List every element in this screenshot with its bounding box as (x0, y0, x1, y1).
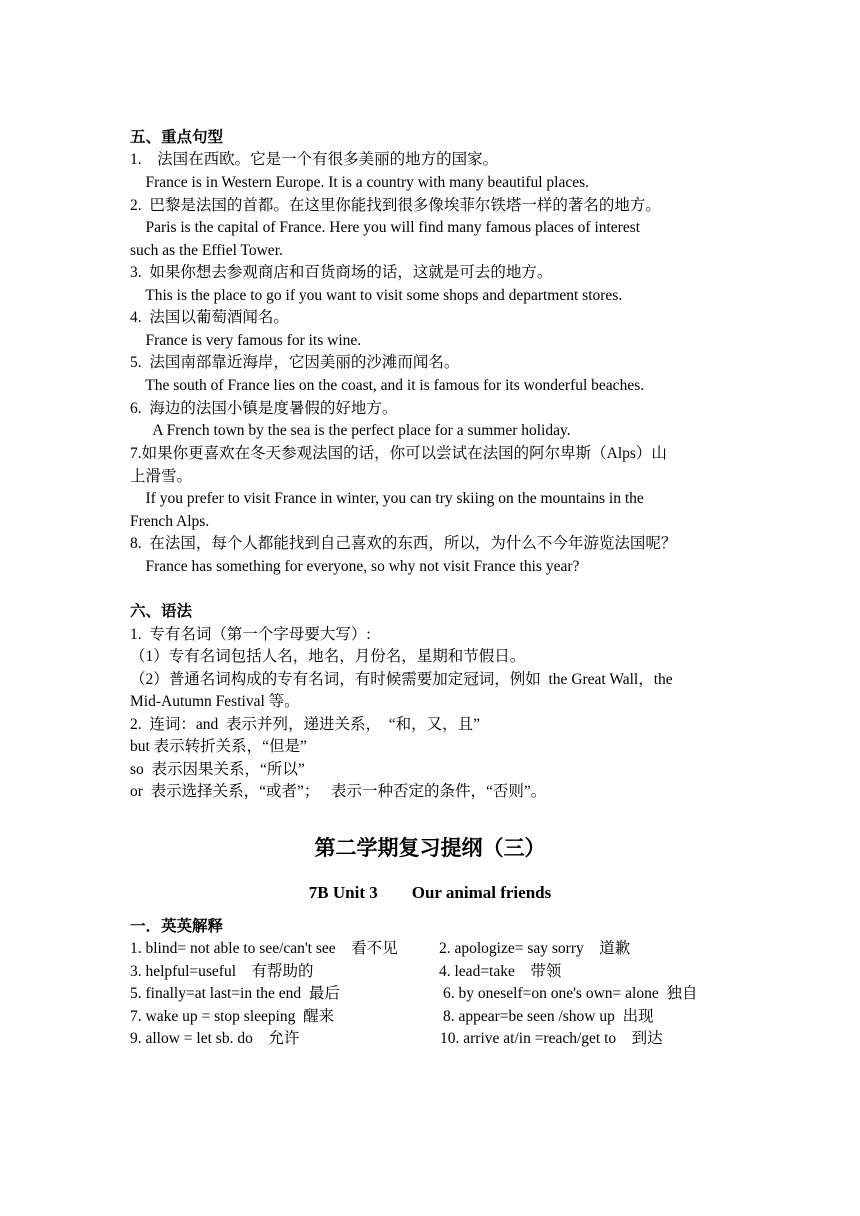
definition-right: 8. appear=be seen /show up 出现 (443, 1008, 654, 1025)
section5-line: This is the place to go if you want to visit some shops and department stores. (130, 287, 623, 304)
section5-line: 5. 法国南部靠近海岸，它因美丽的沙滩而闻名。 (130, 354, 460, 371)
section5-line: French Alps. (130, 513, 210, 530)
definition-right: 2. apologize= say sorry 道歉 (439, 940, 631, 957)
section6-line: （2）普通名词构成的专有名词，有时候需要加定冠词，例如 the Great Wall，the (130, 671, 673, 688)
definition-left: 5. finally=at last=in the end 最后 (130, 985, 340, 1002)
definition-right: 10. arrive at/in =reach/get to 到达 (440, 1030, 663, 1047)
definition-left: 1. blind= not able to see/can't see 看不见 (130, 940, 398, 957)
definition-left: 9. allow = let sb. do 允许 (130, 1030, 300, 1047)
section5-line: A French town by the sea is the perfect place for a summer holiday. (130, 422, 571, 439)
section5-line: 2. 巴黎是法国的首都。在这里你能找到很多像埃菲尔铁塔一样的著名的地方。 (130, 197, 661, 214)
section6-line: or 表示选择关系，“或者”； 表示一种否定的条件，“否则”。 (130, 783, 547, 800)
section5-line: 1. 法国在西欧。它是一个有很多美丽的地方的国家。 (130, 151, 499, 168)
section1-heading: 一．英英解释 (130, 918, 224, 935)
definition-right: 6. by oneself=on one's own= alone 独自 (443, 985, 698, 1002)
section5-line: 7.如果你更喜欢在冬天参观法国的话，你可以尝试在法国的阿尔卑斯（Alps）山 (130, 445, 667, 462)
section5-line: Paris is the capital of France. Here you will find many famous places of interest (130, 219, 641, 236)
definition-left: 3. helpful=useful 有帮助的 (130, 963, 314, 980)
outline-title: 第二学期复习提纲（三） (314, 836, 546, 860)
section6-line: （1）专有名词包括人名，地名，月份名，星期和节假日。 (130, 648, 526, 665)
section5-line: such as the Effiel Tower. (130, 242, 283, 259)
section5-heading: 五、重点句型 (130, 129, 224, 146)
definition-left: 7. wake up = stop sleeping 醒来 (130, 1008, 335, 1025)
section5-line: 上滑雪。 (130, 468, 193, 485)
section6-line: 2. 连词：and 表示并列，递进关系， “和，又，且” (130, 716, 481, 733)
section5-line: 8. 在法国，每个人都能找到自己喜欢的东西，所以，为什么不今年游览法国呢？ (130, 535, 677, 552)
section6-line: so 表示因果关系，“所以” (130, 761, 305, 778)
section5-line: France is in Western Europe. It is a country with many beautiful places. (130, 174, 590, 191)
section5-line: 4. 法国以葡萄酒闻名。 (130, 309, 289, 326)
definition-right: 4. lead=take 带领 (439, 963, 562, 980)
section6-line: 1. 专有名词（第一个字母要大写）: (130, 626, 371, 643)
section6-heading: 六、语法 (130, 603, 193, 620)
unit-title: 7B Unit 3 Our animal friends (308, 883, 552, 902)
section5-line: 6. 海边的法国小镇是度暑假的好地方。 (130, 400, 398, 417)
section5-line: The south of France lies on the coast, and it is famous for its wonderful beaches. (130, 377, 645, 394)
section5-line: France has something for everyone, so why not visit France this year? (130, 558, 580, 575)
section5-line: 3. 如果你想去参观商店和百货商场的话，这就是可去的地方。 (130, 264, 553, 281)
section5-line: France is very famous for its wine. (130, 332, 362, 349)
section6-line: but 表示转折关系，“但是” (130, 738, 307, 755)
section6-line: Mid-Autumn Festival 等。 (130, 693, 300, 710)
section5-line: If you prefer to visit France in winter, you can try skiing on the mountains in the (130, 490, 644, 507)
